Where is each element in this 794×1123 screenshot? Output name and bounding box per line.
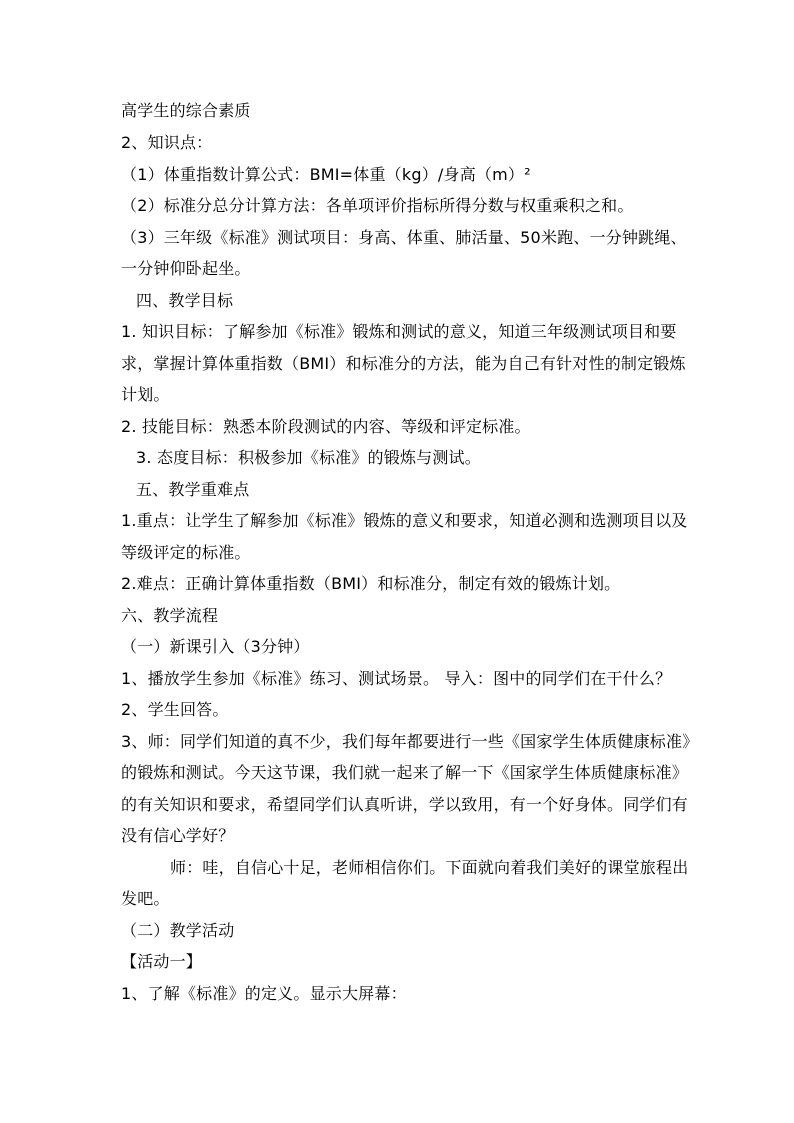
- text-line: 1.重点：让学生了解参加《标准》锻炼的意义和要求，知道必测和选测项目以及: [121, 511, 688, 530]
- text-line: 2.难点：正确计算体重指数（BMI）和标准分，制定有效的锻炼计划。: [121, 574, 621, 593]
- section-heading: 四、教学目标: [136, 291, 234, 310]
- text-line: 师：哇，自信心十足，老师相信你们。下面就向着我们美好的课堂旅程出: [170, 858, 689, 877]
- activity-heading: 【活动一】: [121, 952, 203, 971]
- section-heading: 五、教学重难点: [136, 480, 250, 499]
- text-line: 3. 态度目标：积极参加《标准》的锻炼与测试。: [136, 448, 481, 467]
- text-line: 3、师：同学们知道的真不少，我们每年都要进行一些《国家学生体质健康标准》: [121, 732, 699, 751]
- text-line: 1、播放学生参加《标准》练习、测试场景。 导入：图中的同学们在干什么？: [121, 669, 672, 688]
- text-line: 的锻炼和测试。今天这节课，我们就一起来了解一下《国家学生体质健康标准》: [121, 763, 689, 782]
- text-line: 没有信心学好？: [121, 826, 235, 845]
- text-line: 高学生的综合素质: [121, 101, 251, 120]
- text-line: （2）标准分总分计算方法：各单项评价指标所得分数与权重乘积之和。: [121, 196, 634, 215]
- subsection-heading: （一）新课引入（3分钟）: [121, 637, 310, 656]
- text-line: （3）三年级《标准》测试项目：身高、体重、肺活量、50米跑、一分钟跳绳、: [121, 228, 687, 247]
- text-line: 计划。: [121, 385, 170, 404]
- section-heading: 六、教学流程: [121, 606, 219, 625]
- text-line: 2、学生回答。: [121, 700, 229, 719]
- text-line: 等级评定的标准。: [121, 543, 251, 562]
- text-line: 求，掌握计算体重指数（BMI）和标准分的方法，能为自己有针对性的制定锻炼: [121, 354, 686, 373]
- text-line: 发吧。: [121, 889, 170, 908]
- text-line: 2. 技能目标：熟悉本阶段测试的内容、等级和评定标准。: [121, 417, 531, 436]
- text-line: 1、了解《标准》的定义。显示大屏幕：: [121, 984, 407, 1003]
- text-line: 1. 知识目标：了解参加《标准》锻炼和测试的意义，知道三年级测试项目和要: [121, 322, 677, 341]
- text-line: （1）体重指数计算公式：BMI=体重（kg）/身高（m）²: [121, 165, 531, 184]
- text-line: 的有关知识和要求，希望同学们认真听讲，学以致用，有一个好身体。同学们有: [121, 795, 689, 814]
- text-line: 一分钟仰卧起坐。: [121, 259, 251, 278]
- text-line: 2、知识点：: [121, 133, 213, 152]
- subsection-heading: （二）教学活动: [121, 921, 235, 940]
